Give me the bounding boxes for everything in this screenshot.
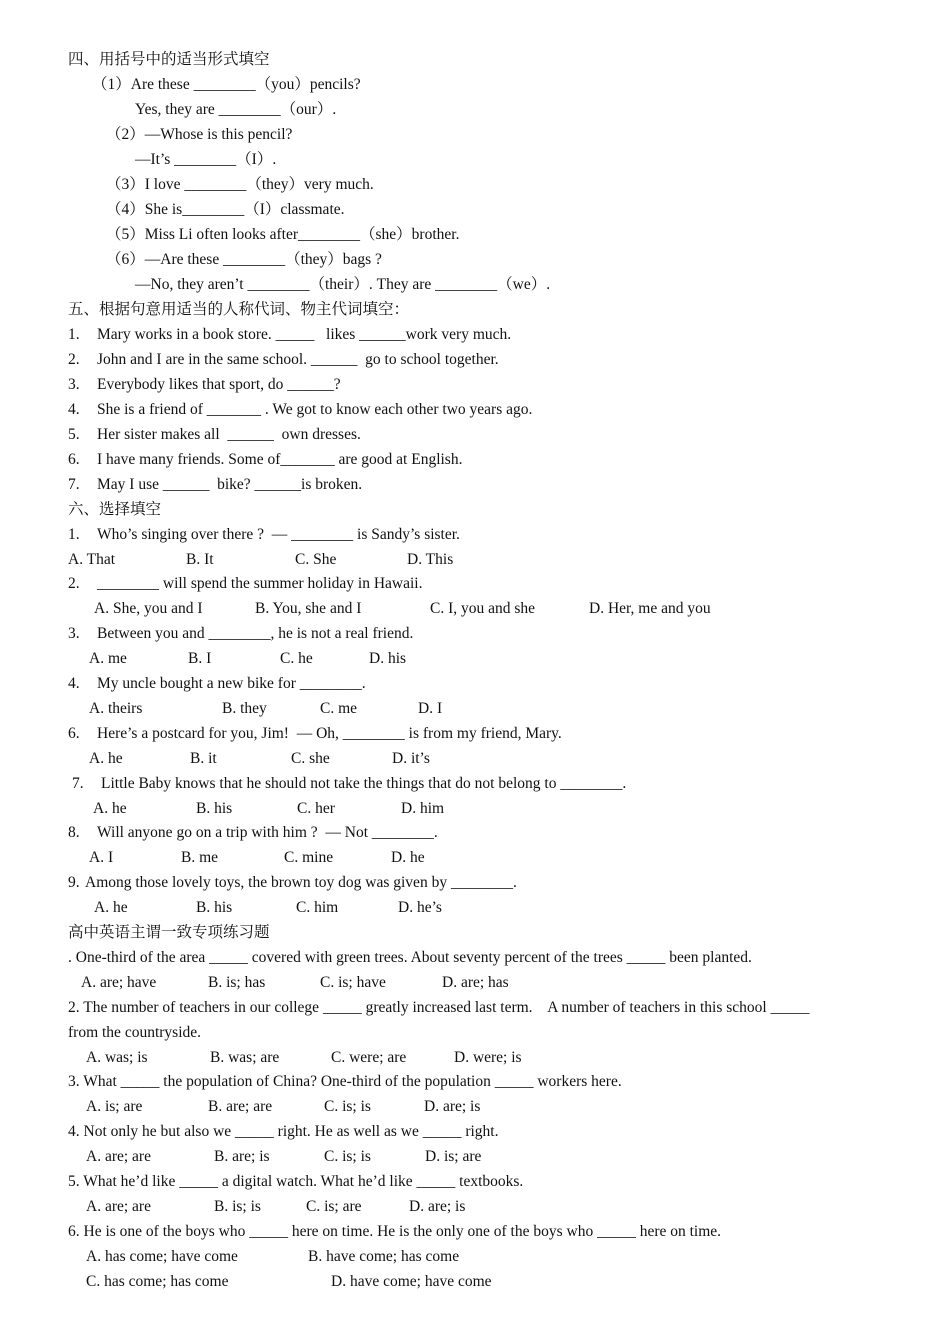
- s7-q2-option-c: C. were; are: [331, 1049, 407, 1066]
- s6-q2-option-b: B. You, she and I: [255, 600, 362, 617]
- s6-q7-text: Little Baby knows that he should not take the things that do not belong to ________.: [101, 775, 627, 792]
- s7-q3-option-d: D. are; is: [424, 1098, 481, 1115]
- s7-q3-text: 3. What _____ the population of China? One-third of the population _____ workers here.: [68, 1073, 622, 1090]
- s5-text-2: John and I are in the same school. ______ go to school together.: [97, 351, 499, 368]
- s6-q8-option-b: B. me: [181, 849, 219, 866]
- s4-line-3: （2）—Whose is this pencil?: [106, 126, 293, 143]
- s7-q3-option-a: A. is; are: [86, 1098, 143, 1115]
- s5-num-1: 1.: [68, 326, 80, 343]
- s6-q3-num: 3.: [68, 625, 80, 642]
- s7-q4-option-d: D. is; are: [425, 1148, 482, 1165]
- s6-q9-option-d: D. he’s: [398, 899, 442, 916]
- section-4-heading: 四、用括号中的适当形式填空: [68, 51, 270, 68]
- s6-q1-option-a: A. That: [68, 551, 116, 568]
- s7-q1-option-d: D. are; has: [442, 974, 509, 991]
- s6-q3-option-d: D. his: [369, 650, 407, 667]
- s6-q1-option-d: D. This: [407, 551, 454, 568]
- s7-q4-text: 4. Not only he but also we _____ right. He as well as we _____ right.: [68, 1123, 499, 1140]
- s7-q6-option-a: A. has come; have come: [86, 1248, 238, 1265]
- s4-line-2: Yes, they are ________（our）.: [135, 101, 337, 118]
- s7-q5-option-d: D. are; is: [409, 1198, 466, 1215]
- s6-q6-option-c: C. she: [291, 750, 330, 767]
- s7-q6-text: 6. He is one of the boys who _____ here on time. He is the only one of the boys who _____ here on time.: [68, 1223, 722, 1240]
- s7-q2-option-b: B. was; are: [210, 1049, 280, 1066]
- s6-q9-option-b: B. his: [196, 899, 233, 916]
- s6-q1-option-b: B. It: [186, 551, 214, 568]
- s6-q2-option-d: D. Her, me and you: [589, 600, 711, 617]
- s6-q3-option-a: A. me: [89, 650, 127, 667]
- s5-num-4: 4.: [68, 401, 80, 418]
- s6-q7-option-c: C. her: [297, 800, 335, 817]
- section-5-heading: 五、根据句意用适当的人称代词、物主代词填空：: [68, 301, 410, 318]
- s4-line-7: （5）Miss Li often looks after________（she）brother.: [106, 226, 460, 243]
- s7-q5-option-a: A. are; are: [86, 1198, 151, 1215]
- s6-q4-text: My uncle bought a new bike for ________.: [97, 675, 366, 692]
- s5-num-6: 6.: [68, 451, 80, 468]
- section-6-heading: 六、选择填空: [68, 501, 162, 518]
- s5-num-3: 3.: [68, 376, 80, 393]
- s6-q4-option-d: D. I: [418, 700, 443, 717]
- s7-q5-option-b: B. is; is: [214, 1198, 261, 1215]
- s6-q8-option-c: C. mine: [284, 849, 334, 866]
- s7-q1-text: . One-third of the area _____ covered with green trees. About seventy percent of the trees _____ been planted.: [68, 949, 752, 966]
- s5-num-7: 7.: [68, 476, 80, 493]
- s6-q8-num: 8.: [68, 824, 80, 841]
- s4-line-5: （3）I love ________（they）very much.: [106, 176, 374, 193]
- s7-q2-option-d: D. were; is: [454, 1049, 522, 1066]
- s5-text-3: Everybody likes that sport, do ______?: [97, 376, 341, 393]
- s7-q6-option-d: D. have come; have come: [331, 1273, 492, 1290]
- s6-q2-text: ________ will spend the summer holiday in Hawaii.: [97, 575, 423, 592]
- s6-q7-option-b: B. his: [196, 800, 233, 817]
- s6-q2-option-a: A. She, you and I: [94, 600, 203, 617]
- s7-q2-option-a: A. was; is: [86, 1049, 148, 1066]
- s6-q3-option-c: C. he: [280, 650, 313, 667]
- s6-q6-option-b: B. it: [190, 750, 217, 767]
- s6-q6-text: Here’s a postcard for you, Jim! — Oh, ________ is from my friend, Mary.: [97, 725, 562, 742]
- s6-q1-num: 1.: [68, 526, 80, 543]
- s5-num-2: 2.: [68, 351, 80, 368]
- s6-q3-text: Between you and ________, he is not a real friend.: [97, 625, 414, 642]
- s7-q3-option-b: B. are; are: [208, 1098, 273, 1115]
- s4-line-4: —It’s ________（I）.: [135, 151, 277, 168]
- s6-q1-option-c: C. She: [295, 551, 337, 568]
- s4-line-8: （6）—Are these ________（they）bags ?: [106, 251, 382, 268]
- s6-q4-num: 4.: [68, 675, 80, 692]
- s4-line-6: （4）She is________（I）classmate.: [106, 201, 345, 218]
- s6-q9-option-c: C. him: [296, 899, 339, 916]
- s6-q6-option-a: A. he: [89, 750, 123, 767]
- s7-q5-option-c: C. is; are: [306, 1198, 362, 1215]
- s6-q1-text: Who’s singing over there ? — ________ is Sandy’s sister.: [97, 526, 460, 543]
- s7-q3-option-c: C. is; is: [324, 1098, 371, 1115]
- s7-q4-option-b: B. are; is: [214, 1148, 270, 1165]
- s7-q4-option-c: C. is; is: [324, 1148, 371, 1165]
- s6-q4-option-b: B. they: [222, 700, 267, 717]
- s4-line-1: （1）Are these ________（you）pencils?: [92, 76, 361, 93]
- s6-q3-option-b: B. I: [188, 650, 212, 667]
- s7-q2-text: 2. The number of teachers in our college _____ greatly increased last term. A number of teachers in this school _____: [68, 999, 810, 1016]
- s5-text-5: Her sister makes all ______ own dresses.: [97, 426, 361, 443]
- s7-q6-option-b: B. have come; has come: [308, 1248, 460, 1265]
- s6-q2-num: 2.: [68, 575, 80, 592]
- s6-q9-text: Among those lovely toys, the brown toy dog was given by ________.: [85, 874, 517, 891]
- s7-q2-text-cont: from the countryside.: [68, 1024, 202, 1041]
- s6-q9-option-a: A. he: [94, 899, 128, 916]
- s6-q8-option-d: D. he: [391, 849, 425, 866]
- section-7-heading: 高中英语主谓一致专项练习题: [68, 924, 270, 941]
- s6-q4-option-a: A. theirs: [89, 700, 143, 717]
- s6-q7-option-d: D. him: [401, 800, 445, 817]
- s6-q4-option-c: C. me: [320, 700, 358, 717]
- s6-q7-option-a: A. he: [93, 800, 127, 817]
- s6-q6-num: 6.: [68, 725, 80, 742]
- s7-q1-option-c: C. is; have: [320, 974, 386, 991]
- s5-text-7: May I use ______ bike? ______is broken.: [97, 476, 363, 493]
- s4-line-9: —No, they aren’t ________（their）. They are ________（we）.: [135, 276, 551, 293]
- s5-text-4: She is a friend of _______ . We got to know each other two years ago.: [97, 401, 533, 418]
- s5-num-5: 5.: [68, 426, 80, 443]
- s6-q8-text: Will anyone go on a trip with him ? — Not ________.: [97, 824, 438, 841]
- s6-q7-num: 7.: [72, 775, 84, 792]
- s6-q9-num: 9.: [68, 874, 80, 891]
- s7-q1-option-a: A. are; have: [81, 974, 157, 991]
- s7-q6-option-c: C. has come; has come: [86, 1273, 229, 1290]
- s6-q8-option-a: A. I: [89, 849, 114, 866]
- s7-q1-option-b: B. is; has: [208, 974, 266, 991]
- s5-text-1: Mary works in a book store. _____ likes ______work very much.: [97, 326, 512, 343]
- s6-q2-option-c: C. I, you and she: [430, 600, 536, 617]
- s7-q4-option-a: A. are; are: [86, 1148, 151, 1165]
- s7-q5-text: 5. What he’d like _____ a digital watch. What he’d like _____ textbooks.: [68, 1173, 524, 1190]
- s5-text-6: I have many friends. Some of_______ are good at English.: [97, 451, 463, 468]
- s6-q6-option-d: D. it’s: [392, 750, 430, 767]
